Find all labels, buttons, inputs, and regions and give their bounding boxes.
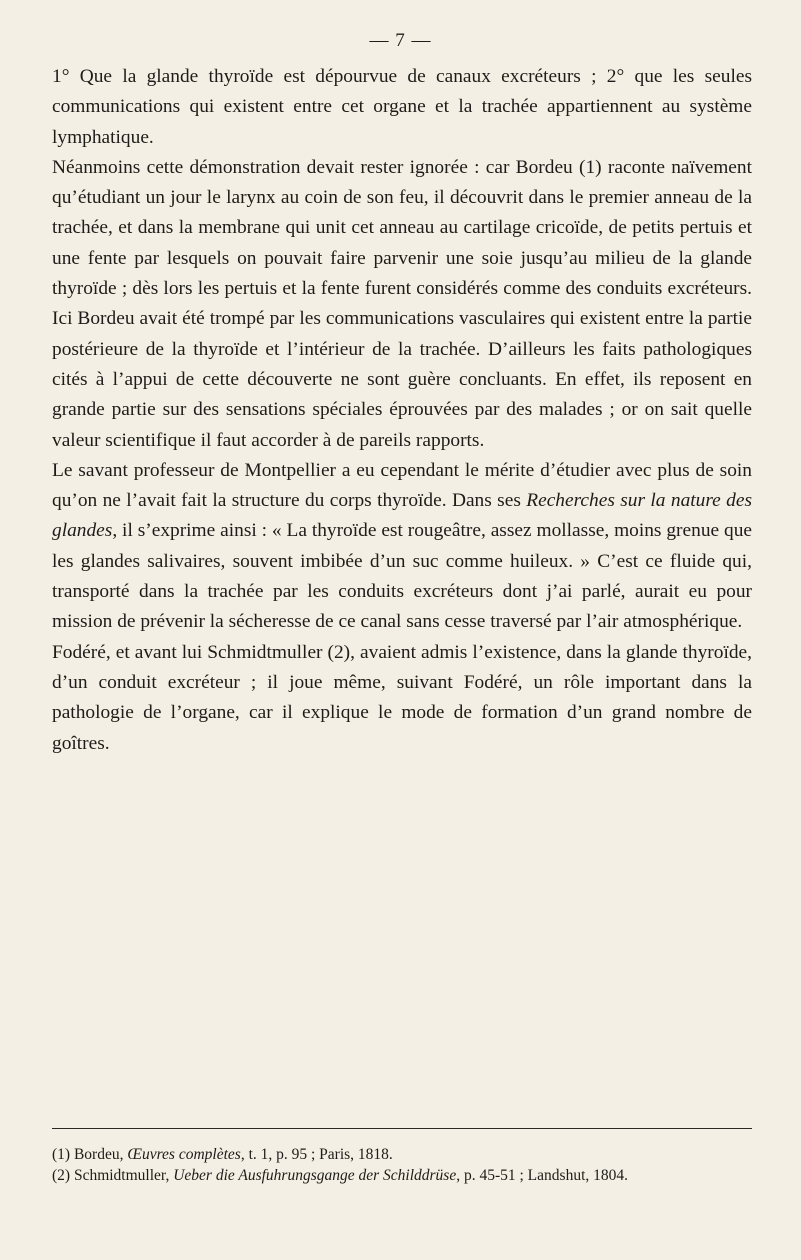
paragraph-3-text-end: , il s’exprime ainsi : « La thyroïde est rougeâtre, assez mollasse, moins grenue que les glandes salivaires, souvent imbibée d’un suc comme huileux. » C’est ce fluide qui, transporté dans la trachée par les conduits excréteurs dont j’ai parlé, aurait eu pour mission de prévenir la sécheresse de ce canal sans cesse traversé par l’air atmosphérique.: [52, 520, 752, 633]
body-text: [52, 62, 752, 759]
footnote-2-title: Ueber die Ausfuhrungsgange der Schilddrüse: [173, 1167, 457, 1184]
paragraph-4-text: Fodéré, et avant lui Schmidtmuller (2), avaient admis l’existence, dans la glande thyroïde, d’un conduit excréteur ; il joue même, suivant Fodéré, un rôle important dans la pathologie de l’organe, car il explique le mode de formation d’un grand nombre de goîtres.: [52, 641, 752, 754]
footnote-1-title: Œuvres complètes: [127, 1146, 241, 1163]
page-number: — 7 —: [369, 30, 432, 51]
footnote-1-ref: , t. 1, p. 95 ; Paris, 1818.: [240, 1146, 393, 1163]
footnote-2-ref: , p. 45-51 ; Landshut, 1804.: [456, 1167, 628, 1184]
footnote-2: [52, 1165, 752, 1186]
footnote-1-author: (1) Bordeu,: [52, 1146, 128, 1163]
paragraph-3: [52, 456, 752, 638]
paragraph-1-text: 1° Que la glande thyroïde est dépourvue de canaux excréteurs ; 2° que les seules communications qui existent entre cet organe et la trachée appartiennent au système lymphatique.: [52, 66, 752, 148]
paragraph-1: [52, 62, 752, 153]
paragraph-2-text: Néanmoins cette démonstration devait rester ignorée : car Bordeu (1) raconte naïvement qu’étudiant un jour le larynx au coin de son feu, il découvrit dans le premier anneau de la trachée, et dans la membrane qui unit cet anneau au cartilage cricoïde, de petits pertuis et une fente par lesquels on pouvait faire parvenir une soie jusqu’au milieu de la glande thyroïde ; dès lors les pertuis et la fente furent considérés comme des conduits excréteurs. Ici Bordeu avait été trompé par les communications vasculaires qui existent entre la partie postérieure de la thyroïde et l’intérieur de la trachée. D’ailleurs les faits pathologiques cités à l’appui de cette découverte ne sont guère concluants. En effet, ils reposent en grande partie sur des sensations spéciales éprouvées par des malades ; or on sait quelle valeur scientifique il faut accorder à de pareils rapports.: [52, 156, 752, 451]
footnote-2-author: (2) Schmidtmuller,: [52, 1167, 174, 1184]
footnotes: [52, 1144, 752, 1186]
footnote-1: [52, 1144, 752, 1165]
footnote-divider: [52, 1128, 752, 1129]
paragraph-4: [52, 638, 752, 759]
book-title-recherches: Recherches sur la nature des glandes: [52, 490, 753, 542]
paragraph-3-text-start: Le savant professeur de Montpellier a eu cependant le mérite d’étudier avec plus de soin qu’on ne l’avait fait la structure du corps thyroïde. Dans ses: [52, 459, 752, 512]
paragraph-2: [52, 153, 752, 456]
